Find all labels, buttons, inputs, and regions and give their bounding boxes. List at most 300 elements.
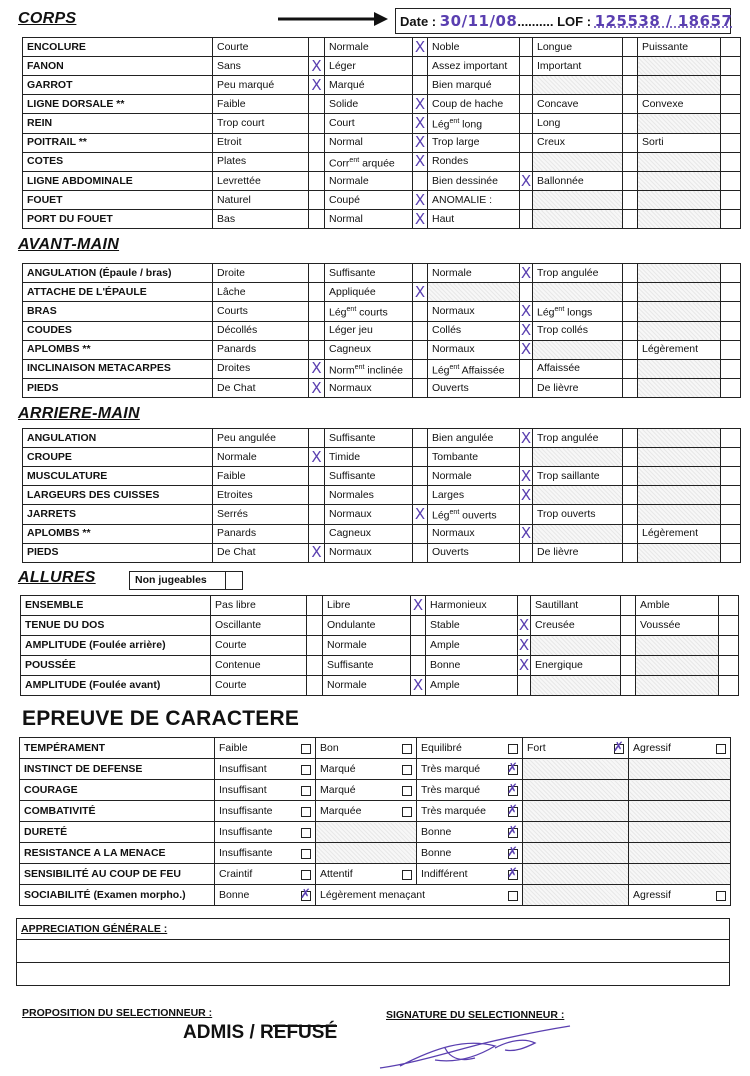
checkbox[interactable]	[402, 744, 412, 754]
empty-cell	[523, 759, 629, 780]
check-box[interactable]	[721, 152, 741, 172]
check-box[interactable]	[411, 636, 426, 656]
check-box[interactable]	[721, 114, 741, 134]
check-box[interactable]	[721, 133, 741, 152]
row-label: COURAGE	[20, 780, 215, 801]
table-row	[20, 822, 731, 843]
option-label	[533, 283, 623, 302]
option-label: Agressif	[633, 888, 671, 901]
check-box[interactable]	[719, 676, 739, 696]
checkbox[interactable]	[301, 891, 311, 901]
check-box[interactable]	[520, 133, 533, 152]
check-box[interactable]: X	[518, 656, 530, 674]
check-box[interactable]	[623, 505, 638, 525]
check-box[interactable]: X	[309, 379, 325, 398]
option-label: Pas libre	[211, 596, 307, 616]
checkbox[interactable]	[402, 786, 412, 796]
option-cell[interactable]	[316, 864, 417, 885]
check-box[interactable]	[721, 448, 741, 467]
check-box[interactable]: X	[309, 359, 325, 379]
option-label: Normale	[428, 467, 520, 486]
lof-label: LOF :	[557, 14, 592, 29]
sociabilite-sub: (Examen morpho.)	[93, 888, 186, 901]
check-box[interactable]	[309, 38, 325, 57]
check-box[interactable]	[413, 429, 428, 448]
check-box[interactable]: X	[309, 543, 325, 562]
check-box[interactable]	[719, 636, 739, 656]
option-label: Timide	[325, 448, 413, 467]
option-cell[interactable]	[316, 759, 417, 780]
check-box[interactable]: X	[520, 340, 532, 358]
table-row	[20, 801, 731, 822]
check-box[interactable]	[721, 210, 741, 229]
check-box[interactable]	[520, 38, 533, 57]
option-label: Insuffisant	[219, 762, 267, 775]
check-box[interactable]: X	[518, 636, 530, 654]
checkbox[interactable]	[508, 786, 518, 796]
check-box[interactable]	[413, 379, 428, 398]
checkbox[interactable]	[508, 765, 518, 775]
option-label: Insuffisant	[219, 783, 267, 796]
check-box[interactable]	[621, 596, 636, 616]
check-box[interactable]	[721, 429, 741, 448]
check-box[interactable]: X	[520, 171, 532, 190]
checkbox[interactable]	[301, 744, 311, 754]
check-box[interactable]	[621, 676, 636, 696]
option-label	[638, 448, 721, 467]
check-box[interactable]	[413, 448, 428, 467]
check-box[interactable]	[721, 172, 741, 191]
check-box[interactable]	[520, 152, 533, 172]
row-label: COTES	[23, 152, 213, 172]
option-cell[interactable]	[316, 780, 417, 801]
sociabilite-label: SOCIABILITÉ	[24, 888, 91, 901]
empty-cell	[523, 843, 629, 864]
check-box[interactable]	[623, 95, 638, 114]
check-box[interactable]	[520, 379, 533, 398]
option-label: Bien angulée	[428, 429, 520, 448]
option-label: Insuffisante	[219, 825, 273, 838]
check-box[interactable]	[621, 656, 636, 676]
option-label: Droites	[213, 359, 309, 379]
check-box[interactable]	[621, 636, 636, 656]
row-label: MUSCULATURE	[23, 467, 213, 486]
check-box[interactable]	[623, 524, 638, 543]
check-box[interactable]	[520, 95, 533, 114]
check-box[interactable]: X	[520, 428, 532, 447]
check-box[interactable]	[309, 283, 325, 302]
check-box[interactable]	[413, 321, 428, 340]
check-box[interactable]	[520, 359, 533, 379]
option-label: Important	[533, 57, 623, 76]
option-label: Insuffisante	[219, 804, 273, 817]
table-row	[23, 340, 741, 359]
option-cell[interactable]	[215, 759, 316, 780]
option-cell[interactable]	[629, 885, 731, 906]
check-box[interactable]	[413, 543, 428, 562]
check-box[interactable]	[721, 264, 741, 283]
option-label	[533, 448, 623, 467]
row-label: AMPLITUDE (Foulée avant)	[21, 676, 211, 696]
check-box[interactable]	[623, 379, 638, 398]
option-label: Amble	[636, 596, 719, 616]
check-box[interactable]	[309, 191, 325, 210]
option-label: Normale	[325, 38, 413, 57]
table-row	[21, 656, 739, 676]
arriere-main-title: ARRIERE-MAIN	[18, 405, 140, 422]
option-cell[interactable]	[215, 864, 316, 885]
check-box[interactable]	[721, 283, 741, 302]
check-box[interactable]: X	[413, 114, 428, 134]
checkbox[interactable]	[301, 786, 311, 796]
checkbox[interactable]	[402, 765, 412, 775]
row-label: BRAS	[23, 302, 213, 322]
check-box[interactable]	[721, 57, 741, 76]
option-label: Marquée	[320, 804, 362, 817]
check-box[interactable]	[520, 114, 533, 134]
row-label: COUDES	[23, 321, 213, 340]
option-cell[interactable]	[316, 885, 523, 906]
check-box[interactable]	[623, 264, 638, 283]
check-box[interactable]	[721, 505, 741, 525]
checkbox[interactable]	[508, 744, 518, 754]
empty-cell	[523, 885, 629, 906]
check-box[interactable]	[309, 152, 325, 172]
option-label: Suffisante	[323, 656, 411, 676]
check-box[interactable]	[411, 616, 426, 636]
option-label	[638, 321, 721, 340]
option-cell[interactable]	[417, 822, 523, 843]
option-label: Tombante	[428, 448, 520, 467]
option-cell[interactable]	[417, 780, 523, 801]
check-box[interactable]	[309, 524, 325, 543]
option-label: Normal	[325, 133, 413, 152]
option-cell[interactable]	[523, 738, 629, 759]
check-box[interactable]	[413, 76, 428, 95]
check-box[interactable]	[623, 321, 638, 340]
table-row	[23, 114, 741, 134]
check-box[interactable]: X	[520, 321, 532, 339]
check-box[interactable]: X	[520, 301, 532, 320]
table-row	[23, 191, 741, 210]
check-box[interactable]	[719, 596, 739, 616]
option-cell[interactable]	[417, 843, 523, 864]
check-box[interactable]	[520, 57, 533, 76]
check-box[interactable]	[520, 210, 533, 229]
option-cell[interactable]	[215, 780, 316, 801]
option-cell[interactable]	[316, 738, 417, 759]
option-cell[interactable]	[215, 843, 316, 864]
option-cell[interactable]	[215, 801, 316, 822]
row-label: FANON	[23, 57, 213, 76]
checkbox[interactable]	[301, 849, 311, 859]
check-box[interactable]	[623, 57, 638, 76]
check-box[interactable]	[520, 448, 533, 467]
option-label: Panards	[213, 524, 309, 543]
option-label	[638, 379, 721, 398]
check-box[interactable]	[623, 152, 638, 172]
check-box[interactable]	[623, 302, 638, 322]
check-box[interactable]	[721, 543, 741, 562]
option-label: Marqué	[325, 76, 413, 95]
option-label: Décollés	[213, 321, 309, 340]
check-box[interactable]	[623, 543, 638, 562]
checkbox[interactable]	[301, 828, 311, 838]
checkbox[interactable]	[508, 870, 518, 880]
check-box[interactable]	[520, 191, 533, 210]
table-row	[20, 843, 731, 864]
option-label: Serrés	[213, 505, 309, 525]
check-box[interactable]	[413, 302, 428, 322]
check-box[interactable]	[307, 596, 323, 616]
option-label: Harmonieux	[426, 596, 518, 616]
check-box[interactable]	[721, 467, 741, 486]
check-box[interactable]	[721, 302, 741, 322]
option-cell[interactable]	[417, 801, 523, 822]
option-label	[638, 302, 721, 322]
option-label	[638, 264, 721, 283]
check-box[interactable]	[307, 616, 323, 636]
check-box[interactable]	[309, 340, 325, 359]
option-label: De lièvre	[533, 543, 623, 562]
check-box[interactable]	[309, 486, 325, 505]
check-box[interactable]	[623, 429, 638, 448]
check-box[interactable]: X	[413, 210, 428, 229]
check-box[interactable]: X	[413, 191, 428, 210]
empty-cell	[629, 801, 731, 822]
lof-value[interactable]: 125538 / 18657	[594, 12, 733, 30]
option-label: Voussée	[636, 616, 719, 636]
option-label: Peu marqué	[213, 76, 309, 95]
check-box[interactable]	[309, 429, 325, 448]
checkbox[interactable]	[508, 807, 518, 817]
option-label	[533, 524, 623, 543]
option-label: Naturel	[213, 191, 309, 210]
check-box[interactable]	[309, 133, 325, 152]
check-box[interactable]	[413, 467, 428, 486]
check-box[interactable]	[309, 264, 325, 283]
empty-cell	[523, 864, 629, 885]
check-box[interactable]: X	[520, 524, 532, 542]
row-label: TEMPÉRAMENT	[20, 738, 215, 759]
check-box[interactable]	[307, 636, 323, 656]
check-box[interactable]	[721, 359, 741, 379]
check-box[interactable]	[623, 114, 638, 134]
check-box[interactable]	[721, 76, 741, 95]
check-box[interactable]	[719, 656, 739, 676]
check-box[interactable]	[309, 95, 325, 114]
option-label	[638, 191, 721, 210]
check-box[interactable]: X	[413, 38, 428, 57]
check-box[interactable]: X	[518, 616, 530, 634]
check-box[interactable]	[621, 616, 636, 636]
check-box[interactable]	[623, 172, 638, 191]
check-box[interactable]	[623, 133, 638, 152]
check-box[interactable]	[623, 191, 638, 210]
option-cell[interactable]	[215, 885, 316, 906]
check-box[interactable]	[309, 467, 325, 486]
option-label: Normaux	[428, 302, 520, 322]
table-row	[20, 885, 731, 906]
row-label: CROUPE	[23, 448, 213, 467]
check-box[interactable]	[309, 210, 325, 229]
check-box[interactable]	[623, 448, 638, 467]
check-box[interactable]: X	[309, 57, 325, 76]
option-label: Ondulante	[323, 616, 411, 636]
check-box[interactable]	[520, 543, 533, 562]
allures-title: ALLURES	[18, 569, 96, 586]
option-label	[638, 505, 721, 525]
option-label: Cagneux	[325, 524, 413, 543]
option-label: Contenue	[211, 656, 307, 676]
check-box[interactable]	[623, 340, 638, 359]
appreciation-line[interactable]	[17, 963, 730, 986]
option-label	[638, 172, 721, 191]
check-box[interactable]: X	[413, 152, 428, 172]
check-box[interactable]: X	[309, 76, 325, 95]
row-label: ENCOLURE	[23, 38, 213, 57]
check-box[interactable]	[413, 172, 428, 191]
check-box[interactable]: X	[520, 263, 532, 282]
check-box[interactable]	[721, 95, 741, 114]
row-label: ATTACHE DE L'ÉPAULE	[23, 283, 213, 302]
option-label: Lég$^{ent}$ Affaissée	[428, 359, 520, 379]
option-label	[533, 152, 623, 172]
check-box[interactable]: X	[520, 466, 532, 485]
option-cell[interactable]	[215, 822, 316, 843]
check-box[interactable]	[623, 210, 638, 229]
check-box[interactable]	[721, 340, 741, 359]
table-row	[23, 264, 741, 283]
check-box[interactable]	[721, 38, 741, 57]
table-row	[23, 152, 741, 172]
non-jugeables-label: Non jugeables	[135, 574, 207, 586]
option-label: Très marqué	[421, 783, 481, 796]
row-label: PORT DU FOUET	[23, 210, 213, 229]
table-row	[21, 676, 739, 696]
table-row	[23, 95, 741, 114]
option-label: Lég$^{ent}$ longs	[533, 302, 623, 322]
checkbox[interactable]	[716, 744, 726, 754]
checkbox[interactable]	[301, 807, 311, 817]
checkbox[interactable]	[301, 870, 311, 880]
check-box[interactable]: X	[411, 676, 426, 696]
check-box[interactable]	[518, 676, 531, 696]
check-box[interactable]	[623, 359, 638, 379]
option-cell[interactable]	[417, 759, 523, 780]
caractere-title: EPREUVE DE CARACTERE	[22, 707, 300, 730]
check-box[interactable]	[413, 340, 428, 359]
option-label: Ample	[426, 636, 518, 656]
option-label: Peu angulée	[213, 429, 309, 448]
check-box[interactable]: X	[413, 95, 428, 114]
checkbox[interactable]	[301, 765, 311, 775]
check-box[interactable]	[520, 505, 533, 525]
check-box[interactable]	[411, 656, 426, 676]
table-row	[23, 486, 741, 505]
check-box[interactable]	[413, 524, 428, 543]
option-label: Rondes	[428, 152, 520, 172]
checkbox[interactable]	[508, 828, 518, 838]
option-cell[interactable]	[215, 738, 316, 759]
check-box[interactable]	[623, 76, 638, 95]
check-box[interactable]	[623, 38, 638, 57]
check-box[interactable]	[623, 283, 638, 302]
checkbox[interactable]	[402, 870, 412, 880]
check-box[interactable]	[721, 486, 741, 505]
check-box[interactable]	[719, 616, 739, 636]
check-box[interactable]: X	[413, 505, 428, 525]
check-box[interactable]: X	[309, 448, 325, 467]
option-label: Bas	[213, 210, 309, 229]
check-box[interactable]	[721, 191, 741, 210]
date-label: Date :	[400, 14, 437, 29]
check-box[interactable]	[721, 379, 741, 398]
check-box[interactable]	[309, 505, 325, 525]
check-box[interactable]	[518, 596, 531, 616]
check-box[interactable]	[309, 172, 325, 191]
check-box[interactable]	[413, 486, 428, 505]
empty-cell	[523, 780, 629, 801]
check-box[interactable]	[413, 57, 428, 76]
option-cell[interactable]	[417, 864, 523, 885]
refuse-strike-mark	[273, 1025, 337, 1027]
check-box[interactable]	[721, 524, 741, 543]
checkbox[interactable]	[508, 891, 518, 901]
check-box[interactable]: X	[411, 596, 426, 616]
checkbox[interactable]	[402, 807, 412, 817]
check-box[interactable]	[307, 676, 323, 696]
check-box[interactable]	[309, 302, 325, 322]
check-box[interactable]	[520, 76, 533, 95]
table-row	[23, 429, 741, 448]
check-box[interactable]	[309, 114, 325, 134]
checkbox[interactable]	[716, 891, 726, 901]
non-jugeables-checkbox[interactable]	[225, 572, 242, 589]
option-label: ANOMALIE :	[428, 191, 520, 210]
check-box[interactable]	[623, 467, 638, 486]
check-box[interactable]: X	[413, 283, 428, 302]
table-row	[21, 596, 739, 616]
table-row	[23, 172, 741, 191]
option-cell[interactable]	[629, 738, 731, 759]
check-box[interactable]: X	[413, 133, 428, 152]
option-label: Plates	[213, 152, 309, 172]
check-box[interactable]	[623, 486, 638, 505]
check-box[interactable]	[520, 283, 533, 302]
option-label	[533, 210, 623, 229]
check-box[interactable]	[721, 321, 741, 340]
date-value[interactable]: 30/11/08	[439, 12, 518, 30]
checkbox[interactable]	[508, 849, 518, 859]
option-cell[interactable]	[316, 801, 417, 822]
checkbox[interactable]	[614, 744, 624, 754]
empty-cell	[523, 822, 629, 843]
admis-refuse	[183, 1022, 337, 1044]
date-dots: ..........	[517, 14, 554, 29]
option-cell[interactable]	[417, 738, 523, 759]
check-box[interactable]: X	[520, 485, 532, 504]
check-box[interactable]	[413, 264, 428, 283]
check-box[interactable]	[309, 321, 325, 340]
check-box[interactable]	[307, 656, 323, 676]
option-label: Trop ouverts	[533, 505, 623, 525]
caractere-table	[19, 737, 731, 906]
appreciation-line[interactable]	[17, 940, 730, 963]
row-label: TENUE DU DOS	[21, 616, 211, 636]
check-box[interactable]	[413, 359, 428, 379]
option-label: Convexe	[638, 95, 721, 114]
